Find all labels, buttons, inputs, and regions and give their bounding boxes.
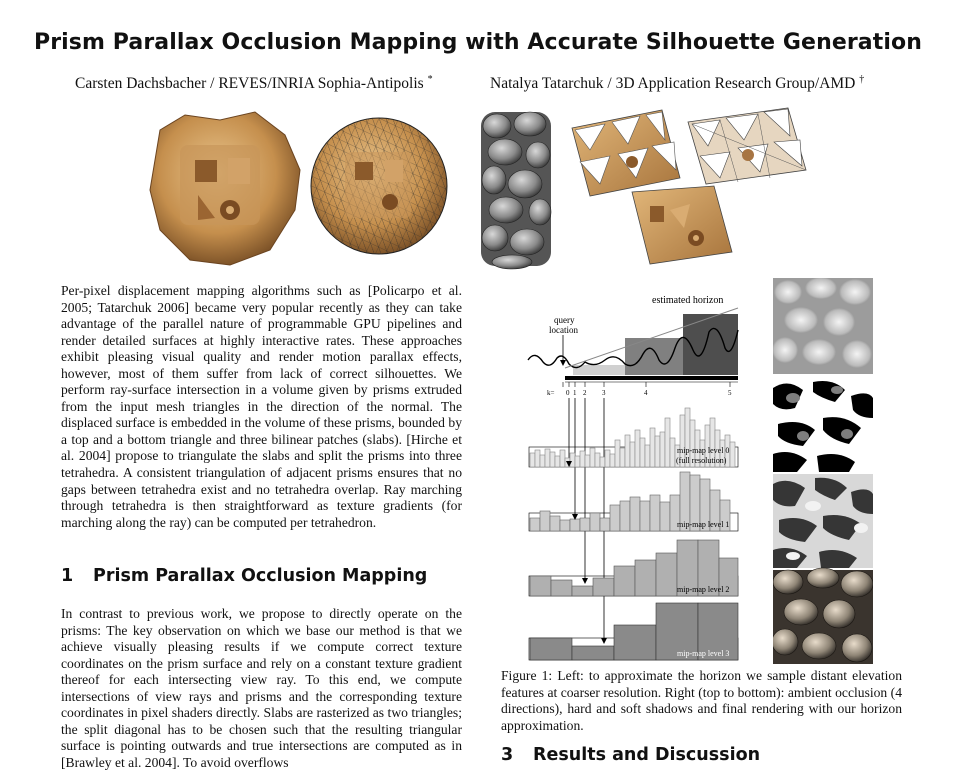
meshed-sphere-image (311, 118, 447, 254)
prism-plate-bottom (632, 186, 732, 264)
final-rendering-image (773, 568, 873, 664)
paragraph-intro: Per-pixel displacement mapping algorithms such as [Policarpo et al. 2005; Tatarchuk 2006] became very popular recently as they can take advantage of the parallel nature of programmable GPU pipelines and render detailed surfaces at highly interactive rates. These approaches exhibit pleasing visual quality and render motion parallax effects, however, most of them suffer from lack of correct silhouettes. We perform ray-surface intersection in a volume given by prisms extruded from the input mesh triangles in the direction of the normal. The displaced surface is embedded in the volume of these prisms, bounded by a top and a bottom triangle and three bilinear patches (slabs). [Hirche et al. 2004] propose to triangulate the slabs and split the prisms into three tetrahedra. A consistent triangulation of adjacent prisms ensures that no gaps between tetrahedra exist and no tetrahedra overlap. Ray marching through tetrahedra is then straightforward as texture gradients (for marching along the ray) can be computed per tetrahedron. (61, 283, 462, 530)
stone-cylinder-image (481, 112, 551, 269)
prism-plate-top-left (572, 110, 680, 196)
section-3-heading: 3 Results and Discussion (501, 745, 761, 765)
author-dachsbacher: Carsten Dachsbacher / REVES/INRIA Sophia-Antipolis * (75, 74, 433, 93)
prism-plate-top-right (688, 108, 806, 184)
horizon-diagram (525, 290, 745, 665)
svg-text:mip-map level 1: mip-map level 1 (677, 520, 730, 529)
svg-text:0: 0 (566, 389, 570, 397)
svg-text:mip-map level 0: mip-map level 0 (677, 446, 730, 455)
hard-shadows-image (773, 376, 873, 472)
svg-text:estimated horizon: estimated horizon (652, 295, 724, 306)
svg-text:3: 3 (602, 389, 606, 397)
svg-text:2: 2 (583, 389, 587, 397)
section-1-heading: 1 Prism Parallax Occlusion Mapping (61, 566, 428, 586)
rendering-strip (773, 278, 873, 664)
svg-text:location: location (549, 325, 578, 335)
paragraph-section-1: In contrast to previous work, we propose to directly operate on the prisms: The key observation on which we base our method is that we achieve visually pleasing results if we compute correct texture coordinates on the prism surface and rely on a constant texture gradient thereof for each intersecting view ray. To this end, we compute intersections of view rays and prisms and the corresponding texture coordinates in pixel shaders directly. Slabs are rasterized as two triangles; the split diagonal has to be chosen such that the resulting triangular surface is pointing outwards and true intersections are computed as in [Brawley et al. 2004]. To avoid overflows (61, 606, 462, 770)
paper-title: Prism Parallax Occlusion Mapping with Accurate Silhouette Generation (33, 30, 922, 55)
author-tatarchuk: Natalya Tatarchuk / 3D Application Research Group/AMD † (490, 74, 865, 93)
svg-text:k=: k= (547, 389, 555, 397)
ambient-occlusion-image (773, 278, 873, 374)
author-line (0, 74, 956, 94)
svg-text:query: query (554, 315, 575, 325)
horizon-panel (528, 295, 738, 382)
svg-text:5: 5 (728, 389, 732, 397)
svg-text:(full resolution): (full resolution) (676, 456, 727, 465)
figure-1-caption: Figure 1: Left: to approximate the horizon we sample distant elevation features at coarser resolution. Right (top to bottom): ambient occlusion (4 directions), hard and soft shadows and final rendering with our horizon approximation. (501, 668, 902, 733)
svg-text:mip-map level 3: mip-map level 3 (677, 649, 730, 658)
svg-text:4: 4 (644, 389, 648, 397)
soft-shadows-image (773, 474, 873, 568)
wood-sphere-image (150, 112, 300, 265)
teaser-figure (0, 100, 956, 272)
abstract-paragraph (61, 283, 462, 531)
section-1-body (61, 606, 462, 771)
k-axis (547, 382, 732, 397)
svg-text:1: 1 (573, 389, 577, 397)
svg-text:mip-map level 2: mip-map level 2 (677, 585, 730, 594)
